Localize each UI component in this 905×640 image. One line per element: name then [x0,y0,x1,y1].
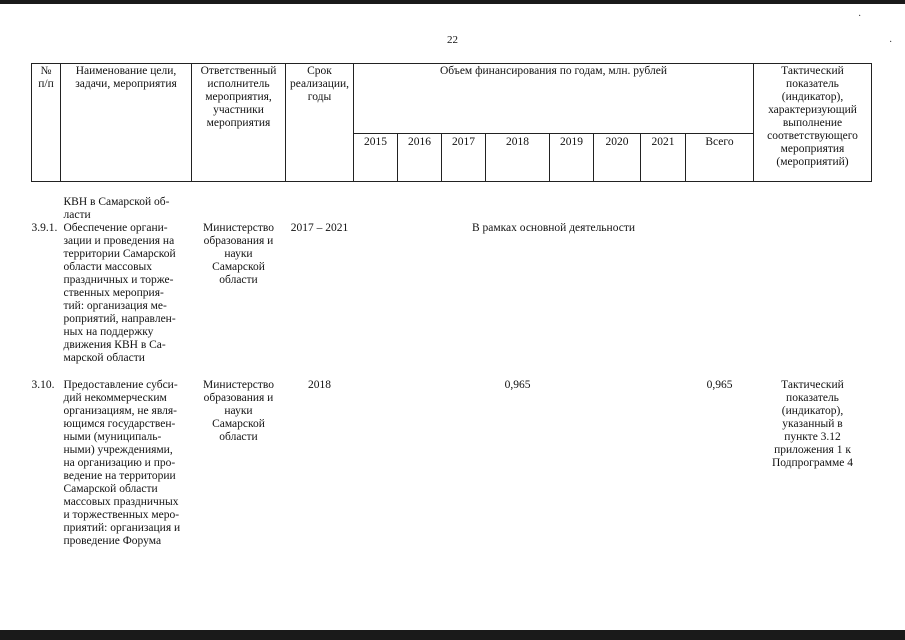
header-funding-title: Объем финансирования по годам, млн. рублей [354,64,754,134]
row-executor [192,379,286,548]
row-executor-line: Министерство [203,222,274,234]
header-executor-line: мероприятия [206,117,271,129]
row-name-line: зации и проведения на [63,235,175,247]
row-name-line: ных на поддержку [63,326,154,338]
header-year-2020: 2020 [594,134,641,182]
header-name-line: Наименование цели, [75,65,177,77]
table-row [32,379,872,548]
header-indicator-line: выполнение [782,117,843,129]
row-indicator-line: Тактический [781,379,844,391]
row-name-line: ласти [63,209,91,221]
header-name-line: задачи, мероприятия [75,78,177,90]
row-name-line: области массовых [63,261,152,273]
row-name-line: тий: организация ме- [63,300,167,312]
action-plan-table [31,63,872,548]
row-name [61,379,192,548]
scan-edge-bottom [0,630,905,640]
row-name-line: проведение Форума [63,535,162,547]
header-number-line: п/п [38,78,54,90]
row-indicator-line: пункте 3.12 [784,431,841,443]
row-name-line: ными (муниципаль- [63,431,162,443]
row-executor [192,222,286,365]
row-term: 2018 [308,379,331,391]
header-indicator-line: (индикатор), [781,91,844,103]
header-indicator-line: соответствующего [767,130,858,142]
row-number [32,196,61,222]
row-name-line: приятий: организация и [63,522,181,534]
row-name-line: Обеспечение органи- [63,222,168,234]
row-name-line: массовых праздничных [63,496,179,508]
row-name-line: организациям, не явля- [63,405,177,417]
row-name-line: ведение на территории [63,470,176,482]
header-executor [192,64,286,182]
row-name-line: КВН в Самарской об- [63,196,170,208]
scan-speck: · [858,11,862,22]
row-indicator [754,379,872,548]
row-name-line: ными) учреждениями, [63,444,173,456]
row-name [61,222,192,365]
row-number: 3.9.1. [31,222,58,234]
row-name-line: территории Самарской [63,248,176,260]
row-executor-line: образования и [203,392,274,404]
row-executor-line: Самарской [212,418,265,430]
row-executor-line: области [219,274,258,286]
row-funding-note: В рамках основной деятельности [471,222,636,234]
row-name-line: Предоставление субси- [63,379,178,391]
header-executor-line: Ответственный [200,65,277,77]
scan-speck: · [889,37,893,48]
row-name-line: ющимся государствен- [63,418,176,430]
row-executor-line: Министерство [203,379,274,391]
header-number [32,64,61,182]
header-total: Всего [686,134,754,182]
row-executor-line: науки [224,248,253,260]
header-executor-line: мероприятия, [205,91,272,103]
row-name [61,196,192,222]
header-indicator-line: (мероприятий) [776,156,849,168]
row-name-line: движения КВН в Са- [63,339,166,351]
row-number: 3.10. [31,379,55,391]
header-term [286,64,354,182]
row-indicator-line: указанный в [782,418,843,430]
header-term-line: Срок [307,65,332,77]
header-indicator-line: мероприятия [780,143,845,155]
row-executor-line: Самарской [212,261,265,273]
table-row [32,222,872,365]
header-indicator [754,64,872,182]
header-number-line: № [40,65,52,77]
row-indicator-line: приложения 1 к [774,444,851,456]
row-name-line: Самарской области [63,483,158,495]
row-name-line: марской области [63,352,145,364]
header-indicator-line: характеризующий [768,104,857,116]
row-term: 2017 – 2021 [290,222,349,234]
header-indicator-line: Тактический [781,65,844,77]
page-number: 22 [447,34,458,46]
header-year-2016: 2016 [398,134,442,182]
header-name [61,64,192,182]
row-total: 0,965 [706,379,733,391]
row-name-line: на организацию и про- [63,457,176,469]
row-name-line: дий некоммерческим [63,392,167,404]
row-indicator-line: Подпрограмме 4 [771,457,854,469]
header-year-2015: 2015 [354,134,398,182]
header-term-line: годы [307,91,332,103]
row-indicator-line: показатель [786,392,839,404]
row-executor-line: образования и [203,235,274,247]
header-term-line: реализации, [289,78,350,90]
row-name-line: роприятий, направлен- [63,313,176,325]
row-indicator-line: (индикатор), [781,405,844,417]
header-executor-line: исполнитель [207,78,270,90]
header-year-2018: 2018 [486,134,550,182]
header-year-2017: 2017 [442,134,486,182]
scan-edge-top [0,0,905,4]
header-executor-line: участники [213,104,264,116]
row-executor-line: области [219,431,258,443]
row-executor-line: науки [224,405,253,417]
header-indicator-line: показатель [786,78,839,90]
row-name-line: праздничных и торже- [63,274,174,286]
header-year-2021: 2021 [641,134,686,182]
row-name-line: и торжественных меро- [63,509,180,521]
row-name-line: ственных мероприя- [63,287,164,299]
header-year-2019: 2019 [550,134,594,182]
table-row [32,196,872,222]
row-value-2018: 0,965 [504,379,531,391]
